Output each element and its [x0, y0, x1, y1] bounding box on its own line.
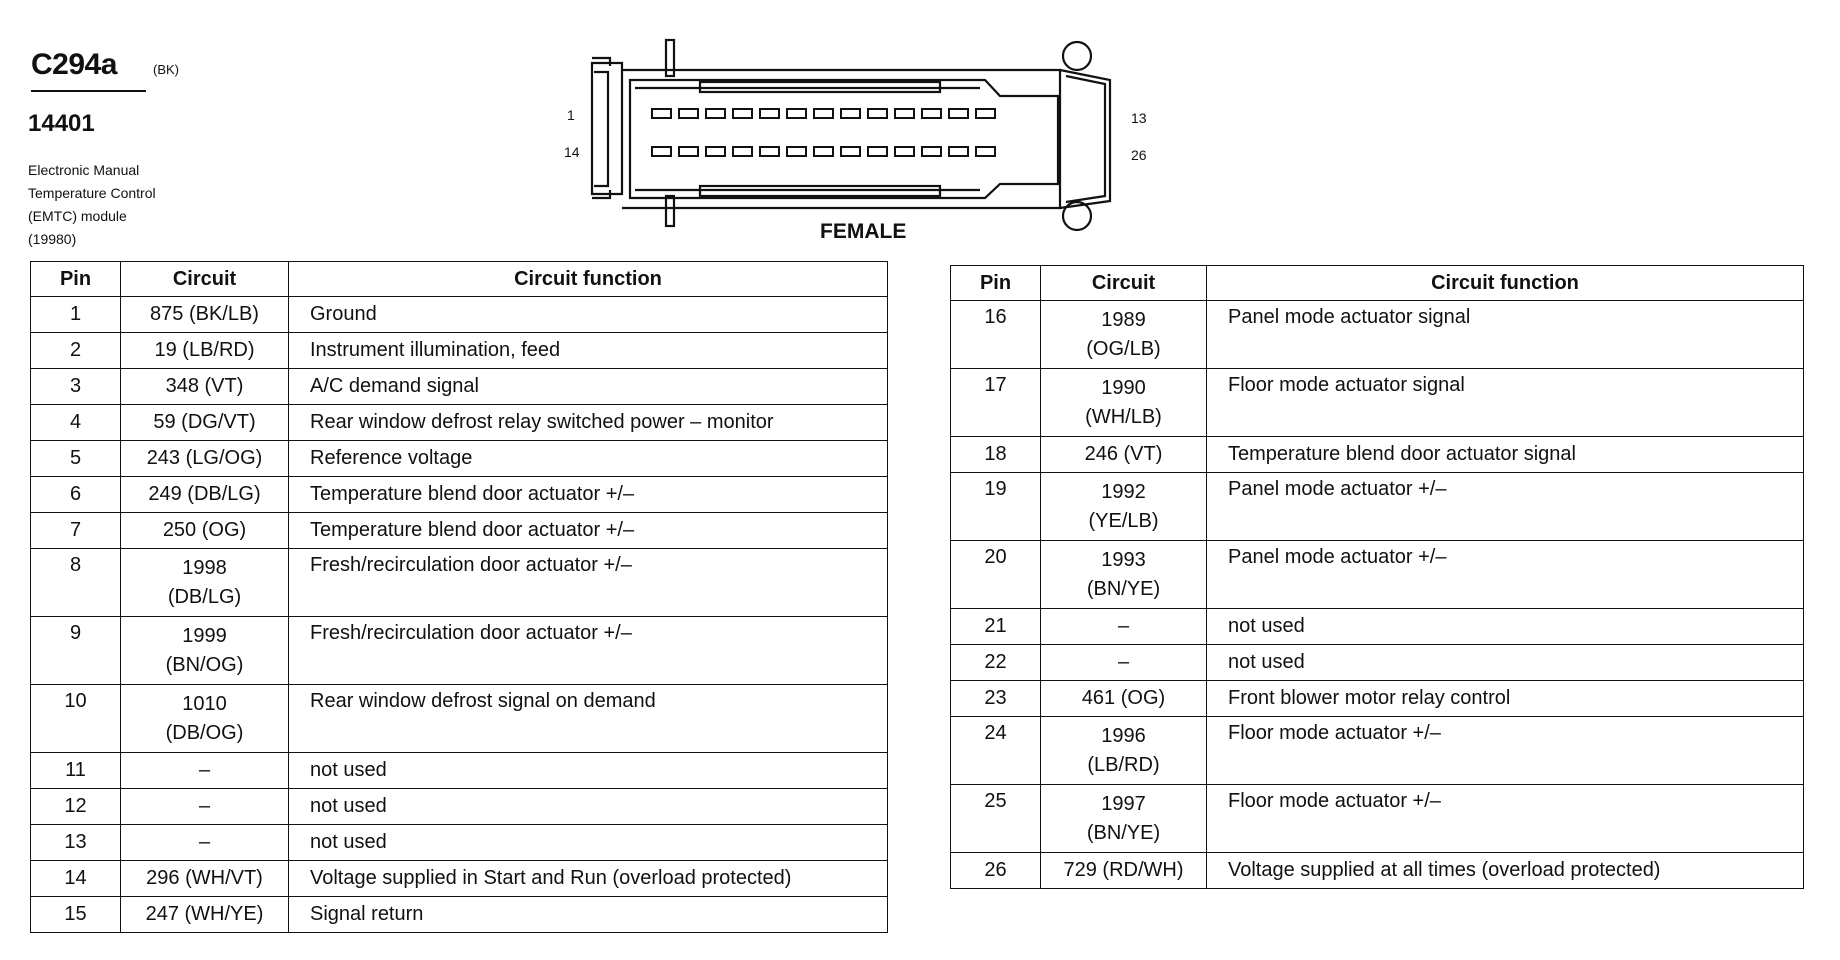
- circuit-color: (BN/YE): [1086, 822, 1161, 844]
- table-row: [31, 513, 888, 549]
- circuit-function: Voltage supplied in Start and Run (overload protected): [289, 861, 888, 897]
- pin-number: 26: [951, 853, 1041, 889]
- circuit-function: Rear window defrost relay switched power – monitor: [289, 405, 888, 441]
- circuit-color: (DB/OG): [165, 722, 244, 744]
- table-row: [31, 825, 888, 861]
- circuit-id: 246 (VT): [1041, 437, 1207, 473]
- circuit-id: 296 (WH/VT): [121, 861, 289, 897]
- pin-number: 16: [951, 301, 1041, 369]
- circuit-color: (WH/LB): [1085, 406, 1162, 428]
- circuit-id: 348 (VT): [121, 369, 289, 405]
- circuit-id: [1041, 717, 1207, 785]
- function-column-header: Circuit function: [1207, 266, 1804, 301]
- circuit-id: [1041, 473, 1207, 541]
- pin-number: 19: [951, 473, 1041, 541]
- table-row: [31, 405, 888, 441]
- circuit-function: not used: [289, 753, 888, 789]
- pin-number: 22: [951, 645, 1041, 681]
- pin-number: 15: [31, 897, 121, 933]
- table-row: [951, 473, 1804, 541]
- connector-face-diagram: [580, 36, 1120, 236]
- circuit-number: 1997: [1101, 793, 1146, 815]
- table-row: [951, 853, 1804, 889]
- pin-number: 1: [31, 297, 121, 333]
- circuit-id: 250 (OG): [121, 513, 289, 549]
- circuit-function: Panel mode actuator +/–: [1207, 541, 1804, 609]
- pin-number: 8: [31, 549, 121, 617]
- pin-number: 21: [951, 609, 1041, 645]
- table-row: [31, 685, 888, 753]
- table-header-row: [31, 262, 888, 297]
- circuit-function: A/C demand signal: [289, 369, 888, 405]
- pin-number: 3: [31, 369, 121, 405]
- circuit-id: 875 (BK/LB): [121, 297, 289, 333]
- table-row: [31, 369, 888, 405]
- table-row: [31, 333, 888, 369]
- function-column-header: Circuit function: [289, 262, 888, 297]
- table-row: [951, 541, 1804, 609]
- table-row: [31, 897, 888, 933]
- pin-label-top-right: 13: [1131, 110, 1147, 126]
- table-row: [951, 681, 1804, 717]
- circuit-number: 1996: [1101, 725, 1146, 747]
- module-description-line: Temperature Control: [28, 185, 156, 201]
- pin-number: 23: [951, 681, 1041, 717]
- pin-number: 14: [31, 861, 121, 897]
- circuit-function: Floor mode actuator +/–: [1207, 717, 1804, 785]
- circuit-number: 1993: [1101, 549, 1146, 571]
- pin-number: 4: [31, 405, 121, 441]
- pin-number: 2: [31, 333, 121, 369]
- circuit-id: –: [1041, 645, 1207, 681]
- table-row: [951, 609, 1804, 645]
- circuit-function: Reference voltage: [289, 441, 888, 477]
- pin-number: 6: [31, 477, 121, 513]
- circuit-id: [1041, 301, 1207, 369]
- circuit-id: 249 (DB/LG): [121, 477, 289, 513]
- pinout-table-left: [30, 261, 888, 933]
- circuit-function: Front blower motor relay control: [1207, 681, 1804, 717]
- pin-column-header: Pin: [31, 262, 121, 297]
- circuit-color: (DB/LG): [167, 586, 242, 608]
- module-description-line: Electronic Manual: [28, 162, 140, 178]
- circuit-id: 461 (OG): [1041, 681, 1207, 717]
- circuit-column-header: Circuit: [121, 262, 289, 297]
- circuit-function: Signal return: [289, 897, 888, 933]
- circuit-number: 1992: [1101, 481, 1146, 503]
- table-row: [951, 785, 1804, 853]
- circuit-id: –: [121, 825, 289, 861]
- circuit-id: [121, 549, 289, 617]
- circuit-number: 1990: [1101, 377, 1146, 399]
- circuit-number: 1010: [182, 693, 227, 715]
- table-row: [951, 645, 1804, 681]
- circuit-function: Fresh/recirculation door actuator +/–: [289, 617, 888, 685]
- pin-number: 7: [31, 513, 121, 549]
- circuit-id: –: [121, 753, 289, 789]
- circuit-color: (BN/OG): [165, 654, 244, 676]
- connector-inner-outline: [630, 80, 1058, 198]
- table-row: [951, 437, 1804, 473]
- circuit-color: (LB/RD): [1087, 754, 1160, 776]
- connector-tab-bottom: [666, 196, 674, 226]
- pin-cavity-row-bottom: [652, 147, 995, 156]
- circuit-number: 1998: [182, 557, 227, 579]
- circuit-id: 247 (WH/YE): [121, 897, 289, 933]
- circuit-column-header: Circuit: [1041, 266, 1207, 301]
- circuit-function: Temperature blend door actuator signal: [1207, 437, 1804, 473]
- circuit-id: [121, 617, 289, 685]
- pin-cavity-row-top: [652, 109, 995, 118]
- table-row: [31, 297, 888, 333]
- circuit-function: Panel mode actuator +/–: [1207, 473, 1804, 541]
- pinout-table-right: [950, 265, 1804, 889]
- table-row: [951, 301, 1804, 369]
- circuit-function: not used: [289, 825, 888, 861]
- pin-column-header: Pin: [951, 266, 1041, 301]
- circuit-number: 1989: [1101, 309, 1146, 331]
- table-row: [31, 477, 888, 513]
- connector-gender-label: FEMALE: [820, 220, 907, 243]
- table-row: [31, 789, 888, 825]
- circuit-id: –: [121, 789, 289, 825]
- pin-label-bottom-right: 26: [1131, 147, 1147, 163]
- circuit-function: not used: [1207, 609, 1804, 645]
- circuit-function: Ground: [289, 297, 888, 333]
- circuit-function: not used: [1207, 645, 1804, 681]
- circuit-number: 1999: [182, 625, 227, 647]
- table-row: [31, 549, 888, 617]
- circuit-id: [1041, 785, 1207, 853]
- mounting-ear-top: [1063, 42, 1091, 70]
- pin-number: 10: [31, 685, 121, 753]
- table-header-row: [951, 266, 1804, 301]
- circuit-id: 243 (LG/OG): [121, 441, 289, 477]
- circuit-function: Floor mode actuator signal: [1207, 369, 1804, 437]
- circuit-function: not used: [289, 789, 888, 825]
- table-row: [951, 717, 1804, 785]
- connector-color: (BK): [153, 62, 179, 77]
- circuit-function: Panel mode actuator signal: [1207, 301, 1804, 369]
- module-description-line: (19980): [28, 231, 77, 247]
- table-row: [31, 753, 888, 789]
- circuit-id: 19 (LB/RD): [121, 333, 289, 369]
- circuit-function: Temperature blend door actuator +/–: [289, 477, 888, 513]
- circuit-color: (YE/LB): [1088, 510, 1159, 532]
- circuit-function: Instrument illumination, feed: [289, 333, 888, 369]
- pin-label-bottom-left: 14: [564, 144, 580, 160]
- table-row: [31, 441, 888, 477]
- pin-number: 24: [951, 717, 1041, 785]
- pin-label-top-left: 1: [567, 107, 575, 123]
- pin-number: 13: [31, 825, 121, 861]
- table-row: [31, 861, 888, 897]
- table-row: [31, 617, 888, 685]
- module-description-line: (EMTC) module: [28, 208, 127, 224]
- circuit-function: Fresh/recirculation door actuator +/–: [289, 549, 888, 617]
- title-underline: [31, 90, 146, 92]
- pin-number: 11: [31, 753, 121, 789]
- circuit-function: Rear window defrost signal on demand: [289, 685, 888, 753]
- pin-number: 5: [31, 441, 121, 477]
- circuit-color: (OG/LB): [1086, 338, 1161, 360]
- pin-number: 9: [31, 617, 121, 685]
- pin-number: 17: [951, 369, 1041, 437]
- circuit-id: [1041, 369, 1207, 437]
- circuit-id: –: [1041, 609, 1207, 645]
- pin-number: 20: [951, 541, 1041, 609]
- connector-id: C294a: [31, 48, 117, 81]
- pin-number: 12: [31, 789, 121, 825]
- circuit-id: 729 (RD/WH): [1041, 853, 1207, 889]
- circuit-function: Floor mode actuator +/–: [1207, 785, 1804, 853]
- circuit-color: (BN/YE): [1086, 578, 1161, 600]
- connector-right-housing: [1060, 70, 1110, 208]
- circuit-function: Voltage supplied at all times (overload protected): [1207, 853, 1804, 889]
- circuit-id: 59 (DG/VT): [121, 405, 289, 441]
- circuit-id: [1041, 541, 1207, 609]
- table-row: [951, 369, 1804, 437]
- circuit-id: [121, 685, 289, 753]
- pin-number: 25: [951, 785, 1041, 853]
- circuit-function: Temperature blend door actuator +/–: [289, 513, 888, 549]
- part-number: 14401: [28, 110, 95, 137]
- pin-number: 18: [951, 437, 1041, 473]
